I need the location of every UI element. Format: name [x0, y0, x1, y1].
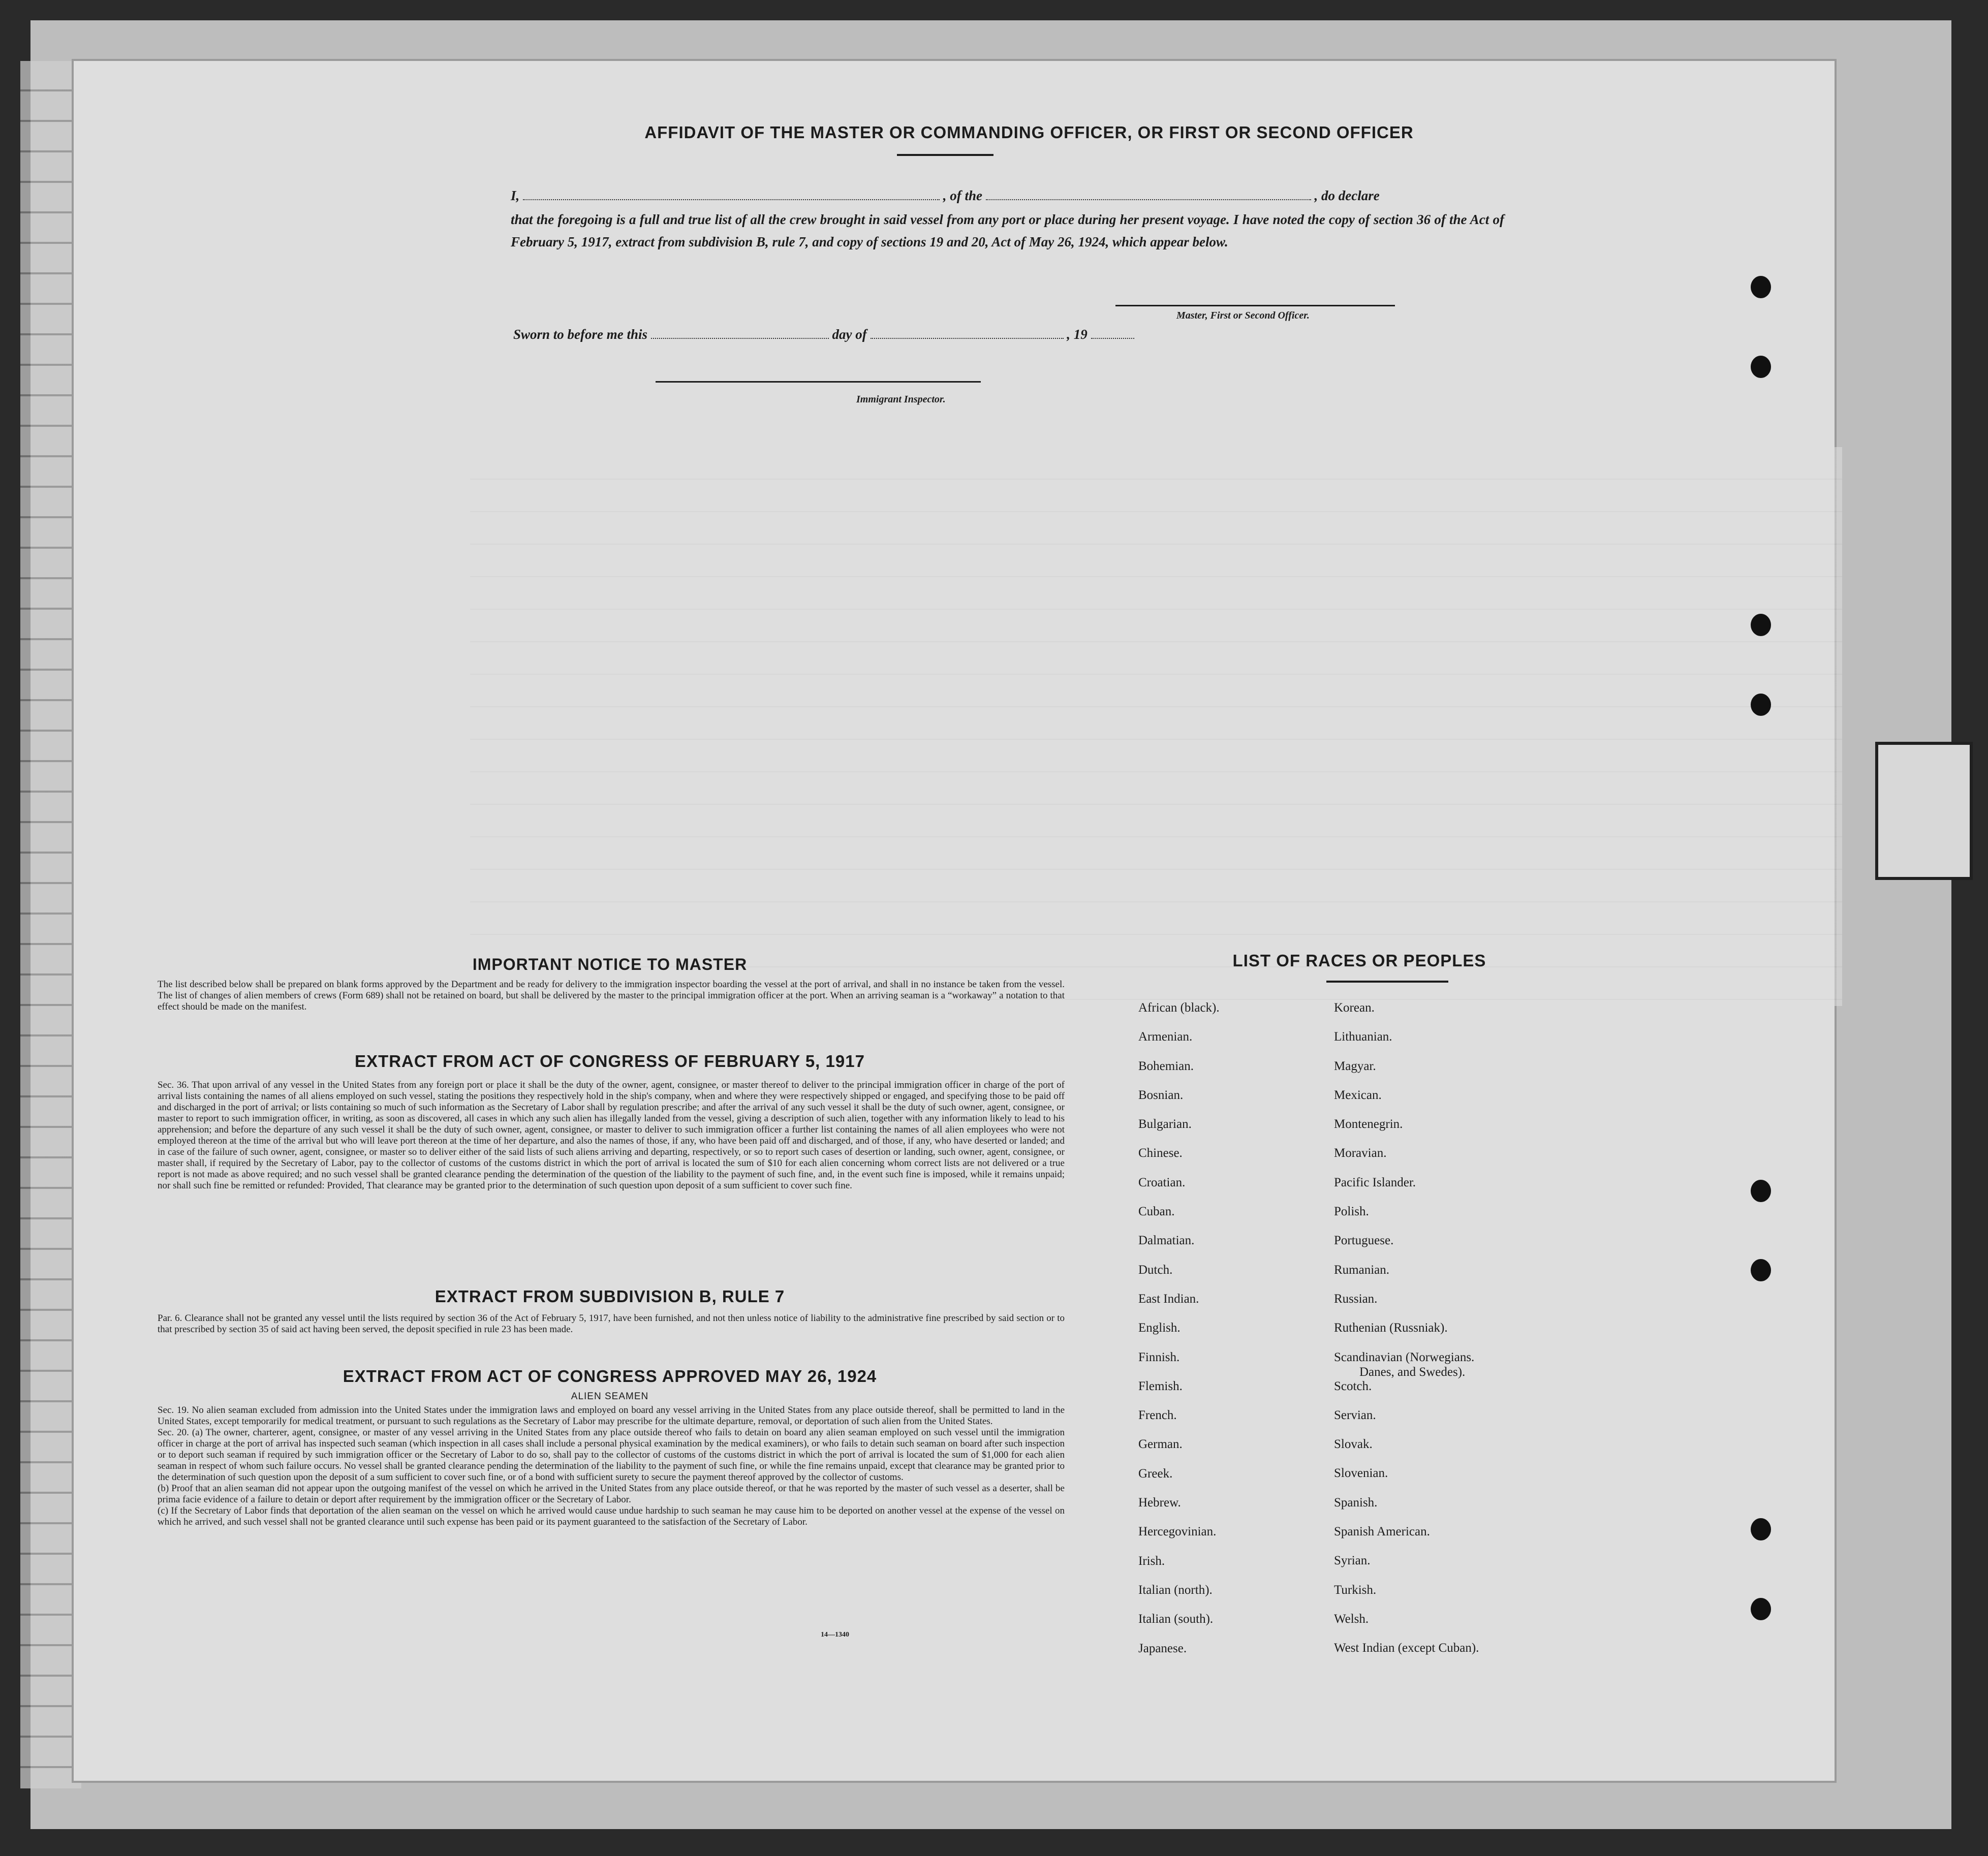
rule7-body: Par. 6. Clearance shall not be granted any vessel until the lists required by section 36 of the Act of February 5, 1917, have been furnished, and not then unless notice of liability to the administrative fine prescribed by said section or to that prescribed by section 35 of said act having been served, the deposit specified in rule 23 has been made. — [158, 1313, 1065, 1335]
race-item: Greek. — [1138, 1466, 1173, 1481]
inspector-caption: Immigrant Inspector. — [856, 394, 946, 405]
sworn-day-field[interactable] — [651, 338, 829, 339]
sworn-year-field[interactable] — [1091, 338, 1134, 339]
punch-hole — [1751, 1180, 1771, 1202]
race-item: Syrian. — [1334, 1554, 1371, 1568]
extract-1924-title: EXTRACT FROM ACT OF CONGRESS APPROVED MAY 26, 1924 — [343, 1367, 877, 1386]
race-item: Chinese. — [1138, 1146, 1183, 1160]
title-rule — [897, 154, 993, 156]
declare-label: , do declare — [1314, 188, 1380, 203]
race-item: English. — [1138, 1321, 1181, 1335]
race-item: Hercegovinian. — [1138, 1525, 1217, 1539]
punch-hole — [1751, 1598, 1771, 1620]
race-item: Lithuanian. — [1334, 1030, 1392, 1044]
sec19-text: Sec. 19. No alien seaman excluded from admission into the United States under the immigration laws and employed on board any vessel arriving in the United States from any place outside thereof, shall be permitted to land in the United States, except temporarily for medical treatment, or pursuant to such regulations as the Secretary of Labor may prescribe for the ultimate departure, removal, or deportation of such alien from the United States. — [158, 1405, 1065, 1427]
punch-hole — [1751, 694, 1771, 716]
races-right-column — [1334, 1001, 1479, 1671]
race-item: Flemish. — [1138, 1379, 1183, 1393]
race-item: French. — [1138, 1408, 1177, 1423]
race-item: Servian. — [1334, 1408, 1376, 1422]
form-number: 14—1340 — [821, 1631, 849, 1639]
race-item: Hebrew. — [1138, 1496, 1181, 1510]
race-item: Croatian. — [1138, 1175, 1186, 1189]
punch-hole — [1751, 276, 1771, 298]
race-item: Mexican. — [1334, 1088, 1382, 1102]
race-item: Magyar. — [1334, 1059, 1376, 1073]
race-item: Portuguese. — [1334, 1234, 1394, 1248]
race-item: East Indian. — [1138, 1292, 1199, 1306]
affidavit-body: that the foregoing is a full and true list of all the crew brought in said vessel from any port or place during her present voyage. I have noted the copy of section 36 of the Act of February 5, 1917, extract from subdivision B, rule 7, and copy of sections 19 and 20, Act of May 26, 1924, which appear below. — [511, 212, 1504, 249]
race-item: Slovak. — [1334, 1437, 1373, 1452]
race-item: Korean. — [1334, 1001, 1375, 1015]
race-item: Finnish. — [1138, 1350, 1180, 1364]
race-item: Dutch. — [1138, 1263, 1173, 1277]
day-of-label: day of — [832, 327, 867, 342]
race-item: Dalmatian. — [1138, 1234, 1195, 1248]
race-item: Russian. — [1334, 1292, 1378, 1306]
master-signature-line[interactable] — [1115, 305, 1395, 306]
affidavit-title: AFFIDAVIT OF THE MASTER OR COMMANDING OFFICER, OR FIRST OR SECOND OFFICER — [644, 123, 1414, 142]
bleed-through-background — [470, 447, 1842, 1006]
inspector-signature-line[interactable] — [656, 381, 981, 383]
master-caption: Master, First or Second Officer. — [1176, 310, 1310, 321]
declarant-label: I, — [511, 188, 520, 203]
race-item: Polish. — [1334, 1205, 1369, 1219]
rule7-title: EXTRACT FROM SUBDIVISION B, RULE 7 — [434, 1287, 785, 1306]
punch-hole — [1751, 356, 1771, 378]
year-label: , 19 — [1067, 327, 1088, 342]
race-item: Italian (north). — [1138, 1583, 1213, 1597]
race-item: Danes, and Swedes). — [1359, 1365, 1466, 1379]
race-item: Spanish American. — [1334, 1525, 1430, 1539]
punch-hole — [1751, 1518, 1771, 1540]
race-item: Scandinavian (Norwegians. — [1334, 1350, 1475, 1364]
vessel-label: , of the — [943, 188, 983, 203]
sec20c-text: (c) If the Secretary of Labor finds that deportation of the alien seaman on the vessel on which he arrived would cause undue hardship to such seaman he may cause him to be deported on another vessel at the expense of the vessel on which he arrived, and such vessel shall not be granted clearance until such expense has been paid or its payment guaranteed to the satisfaction of the Secretary of Labor. — [158, 1505, 1065, 1527]
vessel-name-field[interactable] — [986, 199, 1311, 200]
extract-1917-body: Sec. 36. That upon arrival of any vessel in the United States from any foreign port or place it shall be the duty of the owner, agent, consignee, or master thereof to deliver to the principal immigration officer in charge of the port of arrival lists containing the names of all aliens employed on such vessel, stating the positions they respectively hold in the ship's company, when and where they were respectively shipped or engaged, and specifying those to be paid off and discharged in the port of arrival; or lists containing so much of such information as the Secretary of Labor shall by regulation prescribe; and after the arrival of any such vessel it shall be the duty of such owner, agent, consignee, or master to report to such immigration officer, in writing, as soon as discovered, all cases in which any such alien has illegally landed from the vessel, giving a description of such alien, together with any information likely to lead to his apprehension; and before the departure of any such vessel it shall be the duty of such owner, agent, consignee, or master to deliver to such immigration officer a further list containing the names of all alien employees who were not employed thereon at the time of the arrival but who will leave port thereon at the time of her departure, and also the names of those, if any, who have been paid off and discharged, and of those, if any, who have deserted or landed; and in case of the failure of such owner, agent, consignee, or master so to deliver either of the said lists of such aliens arriving and departing, respectively, or so to report such cases of desertion or landing, such owner, agent, consignee, or master shall, if required by the Secretary of Labor, pay to the collector of customs of the customs district in which the port of arrival is located the sum of $10 for each alien concerning whom correct lists are not delivered or a true report is not made as above required; and no such vessel shall be granted clearance pending the determination of the question of the liability to the payment of such fine, and, in the event such fine is imposed, while it remains unpaid; nor shall such fine be remitted or refunded: Provided, That clearance may be granted prior to the determination of such question upon deposit of a sum sufficient to cover such fine. — [158, 1080, 1065, 1191]
form-page — [74, 61, 1835, 1781]
extract-1924-body — [158, 1405, 1065, 1528]
alien-seamen-subtitle: ALIEN SEAMEN — [571, 1391, 649, 1402]
race-item: West Indian (except Cuban). — [1334, 1641, 1479, 1655]
ledger-strip — [20, 61, 81, 1788]
race-item: Irish. — [1138, 1554, 1165, 1568]
race-item: Moravian. — [1334, 1146, 1387, 1160]
notice-title: IMPORTANT NOTICE TO MASTER — [472, 955, 748, 973]
race-item: Bosnian. — [1138, 1088, 1184, 1102]
races-title: LIST OF RACES OR PEOPLES — [1232, 951, 1486, 970]
sworn-line — [513, 327, 1134, 342]
declarant-name-field[interactable] — [523, 199, 940, 200]
affidavit-line1 — [511, 188, 1507, 204]
race-item: Bohemian. — [1138, 1059, 1194, 1073]
races-left-column — [1138, 1001, 1220, 1671]
notice-body: The list described below shall be prepared on blank forms approved by the Department and be ready for delivery to the immigration inspector boarding the vessel at the port of arrival, and shall in no instance be taken from the vessel. The list of changes of alien members of crews (Form 689) shall not be retained on board, but shall be delivered by the master to the principal immigration officer at the port. When an arriving seaman is a “workaway” a notation to that effect should be made on the manifest. — [158, 979, 1065, 1012]
race-item: Italian (south). — [1138, 1612, 1214, 1626]
race-item: Bulgarian. — [1138, 1117, 1192, 1131]
race-item: Cuban. — [1138, 1205, 1175, 1219]
side-tab — [1875, 742, 1973, 880]
punch-hole — [1751, 1259, 1771, 1281]
race-item: Montenegrin. — [1334, 1117, 1403, 1131]
sworn-label: Sworn to before me this — [513, 327, 648, 342]
race-item: Spanish. — [1334, 1495, 1378, 1509]
extract-1917-title: EXTRACT FROM ACT OF CONGRESS OF FEBRUARY 5, 1917 — [355, 1052, 865, 1071]
race-item: Ruthenian (Russniak). — [1334, 1321, 1448, 1335]
race-item: Slovenian. — [1334, 1466, 1388, 1481]
sec20b-text: (b) Proof that an alien seaman did not appear upon the outgoing manifest of the vessel on which he arrived in the United States from any place outside thereof, or that he was reported by the master of such vessel as a deserter, shall be prima facie evidence of a failure to detain or deport after requirement by the immigration officer or the Secretary of Labor. — [158, 1483, 1065, 1505]
race-item: Turkish. — [1334, 1583, 1377, 1597]
race-item: Japanese. — [1138, 1641, 1187, 1655]
punch-hole — [1751, 614, 1771, 636]
sworn-month-field[interactable] — [871, 338, 1064, 339]
race-item: Rumanian. — [1334, 1263, 1390, 1277]
sec20a-text: Sec. 20. (a) The owner, charterer, agent, consignee, or master of any vessel arriving in the United States from any place outside thereof who fails to detain on board any alien seaman employed on such vessel until the immigration officer in charge at the port of arrival has inspected such seaman (which inspection in all cases shall include a personal physical examination by the medical examiners), or who fails to detain such seaman on board after such inspection or to deport such seaman if required by such immigration officer or the Secretary of Labor to do so, shall pay to the collector of customs of the customs district in which the port of arrival is located the sum of $1,000 for each alien seaman in respect of whom such failure occurs. No vessel shall be granted clearance pending the determination of the liability to the payment of such fine, or while the fine remains unpaid, except that clearance may be granted prior to the determination of such question upon the deposit of a sum sufficient to cover such fine, or of a bond with sufficient surety to secure the payment thereof approved by the collector of customs. — [158, 1427, 1065, 1483]
races-title-rule — [1326, 981, 1448, 983]
race-item: German. — [1138, 1437, 1183, 1452]
race-item: Pacific Islander. — [1334, 1175, 1416, 1189]
race-item: Scotch. — [1334, 1379, 1372, 1393]
race-item: Armenian. — [1138, 1030, 1193, 1044]
race-item: Welsh. — [1334, 1612, 1369, 1626]
race-item: African (black). — [1138, 1001, 1220, 1015]
